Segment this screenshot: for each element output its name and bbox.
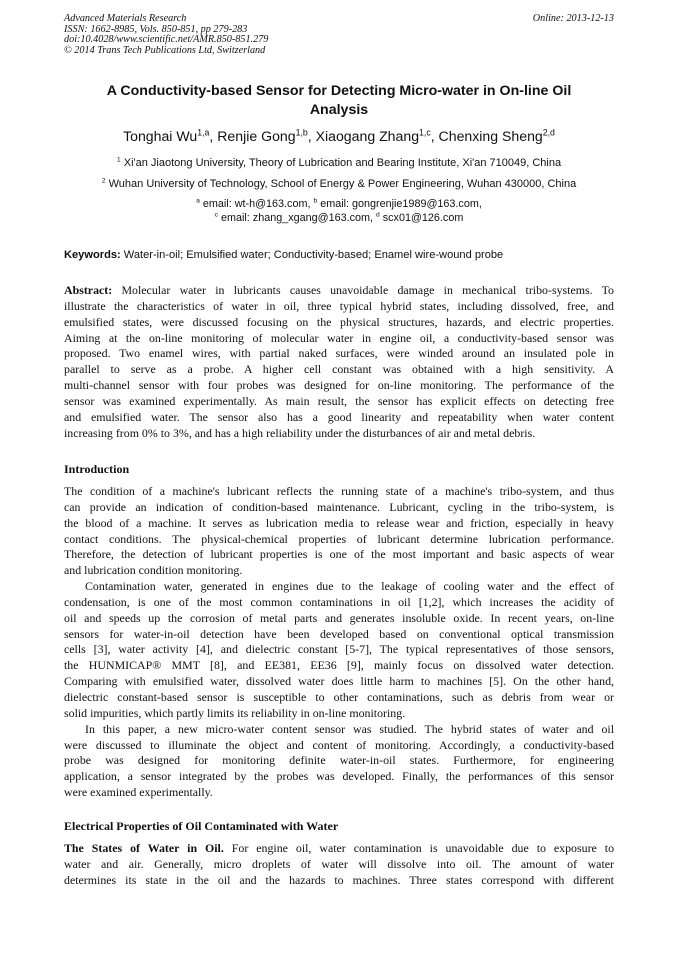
keywords-label: Keywords: xyxy=(64,249,121,261)
body-line: sensors for water-in-oil detection have been developed based on conventional optical transmission xyxy=(64,626,614,641)
abstract-line: multi-channel sensor with four probes was designed for on-line monitoring. The performance of the xyxy=(64,378,614,393)
email-mark: a xyxy=(196,197,200,205)
author-name: Tonghai Wu xyxy=(123,128,198,144)
abstract-line: and emulsified water. The sensor also has a good linearity and repeatability when water content xyxy=(64,409,614,424)
author-list: Tonghai Wu$^{1,a}$, Renjie Gong$^{1,b}$, Xiaogang Zhang$^{1,c}$, Chenxing Sheng$^{2,d}$ xyxy=(123,127,555,144)
section-body-water-states xyxy=(64,841,614,889)
body-line: Contamination water, generated in engines due to the leakage of cooling water and the effect of xyxy=(85,579,614,594)
abstract-line: Aiming at the on-line monitoring of molecular water in engine oil, a conductivity-based sensor was xyxy=(64,330,614,345)
body-line: Therefore, the detection of lubricant properties is one of the most important and basic aspects of wear xyxy=(64,547,614,562)
body-line: In this paper, a new micro-water content sensor was studied. The hybrid states of water and oil xyxy=(85,721,614,736)
body-line: probe was designed for monitoring definite water-in-oil states. Furthermore, for engineering xyxy=(64,753,614,768)
email-mark: b xyxy=(313,197,318,205)
email-text[interactable]: email: zhang_xgang@163.com, xyxy=(221,211,377,224)
body-line: oil and speeds up the corrosion of metal parts and generates insoluble oxide. In recent years, on-line xyxy=(64,610,614,625)
section-heading-electrical-properties: Electrical Properties of Oil Contaminated with Water xyxy=(64,819,339,833)
abstract-line: proposed. Two enamel wires, with partial naked surfaces, were winded around an insulated pole in xyxy=(64,346,614,361)
email-block xyxy=(0,198,678,225)
author-name: Xiaogang Zhang xyxy=(315,128,420,144)
author-name: Chenxing Sheng xyxy=(438,128,543,144)
body-line xyxy=(64,841,614,857)
keywords xyxy=(64,248,624,262)
body-line: cells [3], water activity [4], and dielectric constant [5-7], The typical representatives of those sensors, xyxy=(64,642,614,657)
author-affiliation-mark: 1,c xyxy=(419,127,431,138)
body-line: and lubrication condition monitoring. xyxy=(64,563,243,578)
journal-name: Advanced Materials Research xyxy=(64,13,187,24)
abstract-line: sensor was examined experimentally. As main result, the sensor has explicit effects on detecting free xyxy=(64,393,614,408)
body-line: were discussed to illuminate the object and content of monitoring. Accordingly, a conductivity-based xyxy=(64,737,614,752)
journal-header xyxy=(64,14,268,56)
introduction-body xyxy=(64,484,614,801)
email-line-1 xyxy=(0,198,678,212)
author-affiliation-mark: 1,b xyxy=(295,127,308,138)
body-line: can provide an indication of condition-based maintenance. Lubricant, cycling in the tribo-system, is xyxy=(64,499,614,514)
abstract-line: emulsified states, were discussed focusing on the physical structures, hazards, and electric properties. xyxy=(64,314,614,329)
affiliation-text: Xi'an Jiaotong University, Theory of Lubrication and Bearing Institute, Xi'an 710049, China xyxy=(123,157,562,169)
email-text[interactable]: scx01@126.com xyxy=(382,211,464,224)
affiliation-mark: 1 xyxy=(116,156,121,164)
email-line-2 xyxy=(0,212,678,226)
online-date-text: Online: 2013-12-13 xyxy=(532,13,614,24)
inline-subheading: The States of Water in Oil. xyxy=(64,841,224,855)
affiliation-2 xyxy=(0,177,678,191)
author-affiliation-mark: 2,d xyxy=(542,127,555,138)
body-line: application, a sensor integrated by the probes was developed. Finally, the performances of this sensor xyxy=(64,769,614,784)
abstract-line xyxy=(64,283,614,299)
title-line-2: Analysis xyxy=(309,101,369,118)
body-line: the blood of a machine. It serves as lubrication media to release wear and friction, especially in heavy xyxy=(64,515,614,530)
body-line: water and air. Generally, micro droplets of water will dissolve into oil. The amount of water xyxy=(64,856,614,871)
online-date xyxy=(533,14,614,25)
body-line: solid impurities, which partly limits its reliability in on-line monitoring. xyxy=(64,705,406,720)
copyright-line: © 2014 Trans Tech Publications Ltd, Switzerland xyxy=(64,44,266,56)
keywords-text: Water-in-oil; Emulsified water; Conductivity-based; Enamel wire-wound probe xyxy=(120,249,504,261)
author-affiliation-mark: 1,a xyxy=(197,127,210,138)
abstract-line: increasing from 0% to 3%, and has a high reliability under the disturbances of air and metal debris. xyxy=(64,425,536,440)
email-mark: d xyxy=(376,210,380,218)
introduction-heading: Introduction xyxy=(64,462,130,476)
email-text[interactable]: email: wt-h@163.com, xyxy=(202,198,314,210)
email-mark: c xyxy=(214,210,218,218)
abstract-line-text: Molecular water in lubricants causes unavoidable damage in mechanical tribo-systems. To xyxy=(112,283,614,297)
body-line: Comparing with emulsified water, dissolved water does little harm to machines [5]. On the other hand, xyxy=(64,674,614,689)
affiliation-mark: 2 xyxy=(101,177,106,185)
body-line: The condition of a machine's lubricant reflects the running state of a machine's tribo-system, and thus xyxy=(64,484,614,498)
body-line: contact conditions. The physical-chemical properties of lubricant determine lubrication performance. xyxy=(64,531,614,546)
body-line: the HUNMICAP® MMT [8], and EE381, EE36 [9], mainly focus on dissolved water detection. xyxy=(64,658,614,673)
abstract-line: illustrate the characteristics of water in oil, three typical hybrid states, including dissolved, free, and xyxy=(64,298,614,313)
author-name: Renjie Gong xyxy=(217,128,296,144)
body-line: were examined experimentally. xyxy=(64,785,213,800)
affiliation-text: Wuhan University of Technology, School of Energy & Power Engineering, Wuhan 430000, China xyxy=(108,178,577,190)
body-line: determines its state in the oil and the hazards to machines. Three states correspond with different xyxy=(64,872,614,887)
abstract-label: Abstract: xyxy=(64,283,113,297)
body-line: condensation, is one of the most common contaminations in oil [1,2], which increases the acidity of xyxy=(64,594,614,609)
email-text[interactable]: email: gongrenjie1989@163.com, xyxy=(320,198,482,210)
abstract xyxy=(64,283,614,441)
issn-line: ISSN: 1662-8985, Vols. 850-851, pp 279-283 xyxy=(64,23,248,35)
paper-title xyxy=(50,82,628,119)
body-line: dielectric constant-based sensor is susceptible to other contaminations, such as debris from wear or xyxy=(64,689,614,704)
body-line-text: For engine oil, water contamination is unavoidable due to exposure to xyxy=(223,841,615,855)
title-line-1: A Conductivity-based Sensor for Detecting Micro-water in On-line Oil xyxy=(106,83,572,99)
affiliation-1 xyxy=(0,156,678,170)
doi-line: doi:10.4028/www.scientific.net/AMR.850-851.279 xyxy=(64,34,269,46)
abstract-line: parallel to serve as a probe. A higher cell constant was obtained with a high sensitivity. A xyxy=(64,362,614,377)
